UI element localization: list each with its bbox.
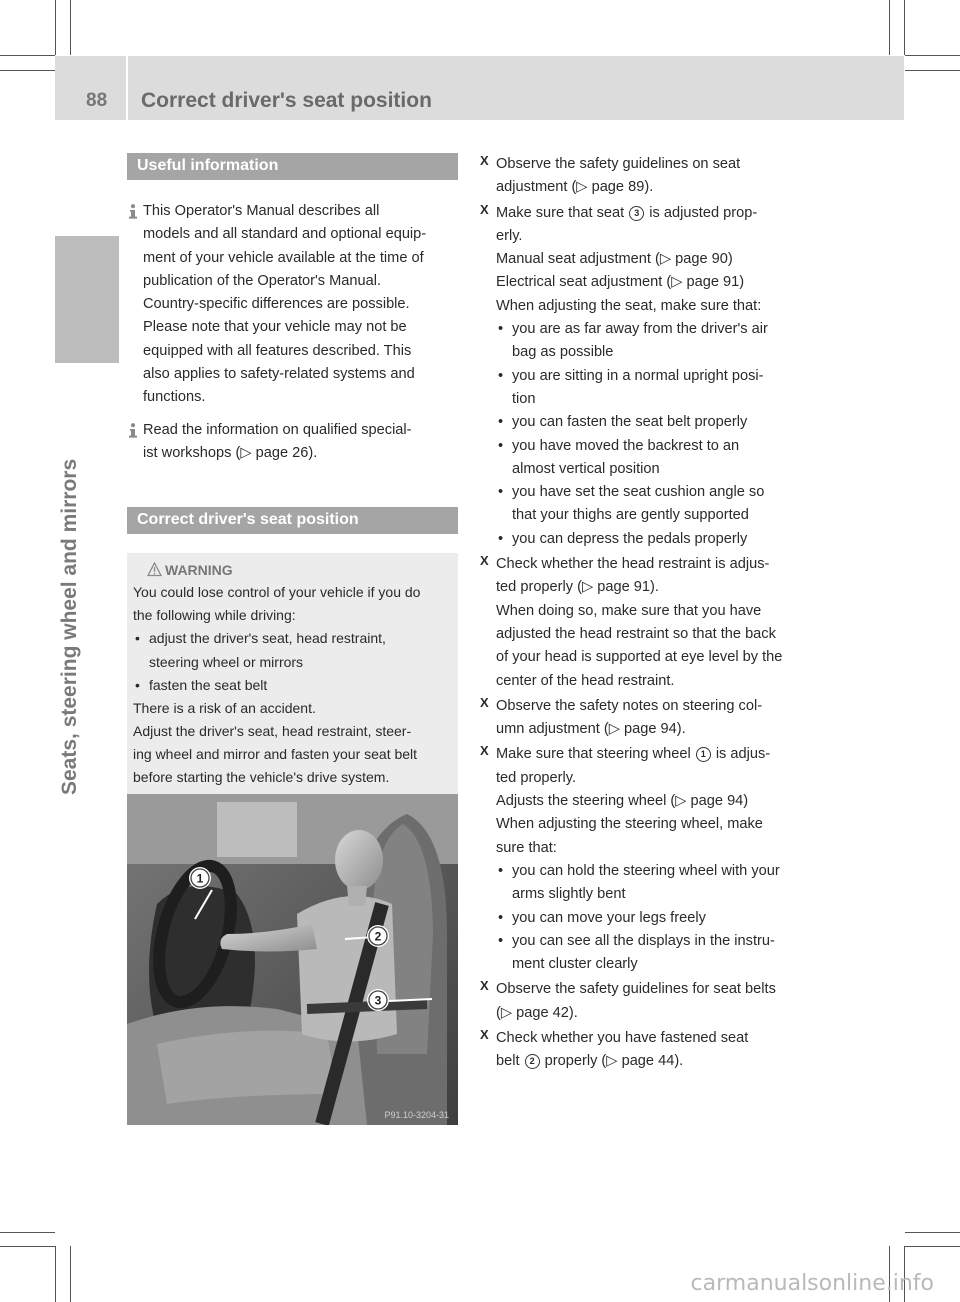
step-line: Electrical seat adjustment (▷ page 91) [496, 274, 745, 291]
warning-risk: There is a risk of an accident. [133, 699, 316, 716]
seat-bullet [496, 481, 813, 528]
step-line: (▷ page 42). [496, 1004, 578, 1021]
wheel-bullet [496, 930, 813, 977]
step-line: Adjusts the steering wheel (▷ page 94) [496, 793, 749, 810]
bullet-line: • you can hold the steering wheel with your [512, 862, 780, 879]
step-arrow-icon: X [480, 694, 489, 710]
info-text-line: ist workshops (▷ page 26). [143, 444, 318, 461]
info-text-line: also applies to safety-related systems and [143, 366, 415, 383]
step-line: ted properly. [496, 769, 577, 786]
seat-bullet [496, 318, 813, 365]
step-arrow-icon: X [480, 553, 489, 569]
step-arrow-icon: X [480, 743, 489, 759]
callout-2 [367, 925, 389, 947]
warning-bullet: • fasten the seat belt [133, 674, 450, 697]
step-item [480, 153, 813, 200]
crop-mark [0, 70, 55, 71]
step-arrow-icon: X [480, 201, 489, 217]
step-line: Manual seat adjustment (▷ page 90) [496, 251, 733, 268]
warning-text-line: ing wheel and mirror and fasten your seat belt [133, 745, 418, 762]
warning-box [127, 553, 458, 799]
crop-mark [905, 1232, 960, 1233]
bullet-line: ment cluster clearly [512, 956, 638, 973]
step-line: erly. [496, 227, 523, 244]
step-text: is adjus- [715, 746, 771, 763]
seat-number-badge: 3 [629, 206, 644, 221]
step-text: is adjusted prop- [649, 204, 758, 221]
step-text: belt [496, 1053, 520, 1070]
bullet-line: • adjust the driver's seat, head restraint, [149, 630, 386, 647]
bullet-line: tion [512, 390, 536, 407]
steering-wheel-number-badge: 1 [696, 747, 711, 762]
step-line: sure that: [496, 839, 557, 856]
step-line: Observe the safety notes on steering col- [496, 697, 763, 714]
step-line: When adjusting the steering wheel, make [496, 816, 763, 833]
info-text-line: Read the information on qualified special- [143, 421, 412, 438]
wheel-bullet [496, 860, 813, 907]
step-line: Check whether you have fastened seat [496, 1029, 749, 1046]
step-line: Observe the safety guidelines for seat belts [496, 981, 776, 998]
chapter-label-text: Seats, steering wheel and mirrors [58, 458, 81, 795]
chapter-label [58, 375, 104, 795]
driver-seat-photo [127, 794, 458, 1125]
step-line [496, 743, 813, 766]
bullet-line: • you are as far away from the driver's air [512, 321, 768, 338]
step-line: Check whether the head restraint is adjus- [496, 556, 770, 573]
warning-triangle-icon [147, 562, 162, 577]
info-note [127, 200, 458, 410]
crop-mark [905, 1246, 960, 1247]
step-line: umn adjustment (▷ page 94). [496, 721, 686, 738]
bullet-line: • you have set the seat cushion angle so [512, 484, 765, 501]
step-line: adjustment (▷ page 89). [496, 179, 654, 196]
info-icon [127, 423, 138, 438]
step-line [496, 202, 813, 225]
step-line: When doing so, make sure that you have [496, 602, 762, 619]
step-line [496, 1050, 813, 1073]
bullet-line: • you have moved the backrest to an [512, 437, 740, 454]
seat-bullet [496, 528, 813, 551]
crop-mark [70, 0, 71, 55]
warning-text-line: before starting the vehicle's drive system. [133, 769, 390, 786]
warning-title [133, 559, 450, 581]
callout-label: 1 [196, 871, 204, 886]
step-item [480, 695, 813, 742]
seat-bullet [496, 365, 813, 412]
info-text-line: ment of your vehicle available at the time of [143, 249, 424, 266]
step-arrow-icon: X [480, 153, 489, 168]
bullet-line: that your thighs are gently supported [512, 507, 749, 524]
info-text-line: Please note that your vehicle may not be [143, 319, 407, 336]
info-text-line: This Operator's Manual describes all [143, 203, 380, 219]
crop-mark [55, 0, 56, 55]
step-item [480, 553, 813, 693]
step-arrow-icon: X [480, 978, 489, 994]
step-text: properly (▷ page 44). [544, 1053, 684, 1070]
info-note [127, 419, 458, 466]
callout-label: 2 [374, 929, 382, 944]
bullet-line: • you can move your legs freely [512, 909, 706, 926]
step-arrow-icon: X [480, 1026, 489, 1042]
crop-mark [889, 0, 890, 55]
useful-info-heading: Useful information [127, 153, 458, 180]
info-text-line: models and all standard and optional equip- [143, 226, 427, 243]
bullet-line: steering wheel or mirrors [149, 653, 304, 670]
watermark[interactable]: carmanualsonline.info [690, 1271, 934, 1296]
step-text: Make sure that steering wheel [496, 746, 691, 763]
seat-bullet [496, 435, 813, 482]
step-line: Observe the safety guidelines on seat [496, 156, 741, 172]
warning-title-text: WARNING [165, 562, 233, 579]
page-number: 88 [86, 90, 108, 111]
warning-text-line: Adjust the driver's seat, head restraint, steer- [133, 722, 412, 739]
step-item [480, 743, 813, 976]
info-text-line: functions. [143, 389, 206, 406]
crop-mark [0, 55, 55, 56]
bullet-line: almost vertical position [512, 460, 660, 477]
seat-bullet [496, 411, 813, 434]
info-text-line: equipped with all features described. This [143, 342, 412, 359]
section-heading: Correct driver's seat position [127, 507, 458, 534]
step-text: Make sure that seat [496, 204, 625, 221]
callout-label: 3 [374, 993, 382, 1008]
step-line: of your head is supported at eye level by the [496, 649, 783, 666]
crop-mark [55, 1246, 56, 1302]
step-item [480, 978, 813, 1025]
callout-1 [189, 867, 211, 889]
bullet-line: • you can depress the pedals properly [512, 530, 748, 547]
info-icon [127, 204, 138, 219]
step-line: center of the head restraint. [496, 672, 675, 689]
bullet-line: • you are sitting in a normal upright posi- [512, 367, 764, 384]
step-line: adjusted the head restraint so that the back [496, 625, 776, 642]
figure-code: P91.10-3204-31 [384, 1110, 449, 1120]
step-item [480, 202, 813, 551]
crop-mark [905, 70, 960, 71]
callout-3 [367, 989, 389, 1011]
bullet-line: arms slightly bent [512, 886, 626, 903]
step-item [480, 1027, 813, 1074]
warning-text-line: the following while driving: [133, 607, 296, 624]
bullet-line: • you can fasten the seat belt properly [512, 414, 748, 431]
info-text-line: publication of the Operator's Manual. [143, 272, 382, 289]
chapter-tab [55, 236, 119, 363]
header-divider [126, 56, 128, 120]
right-column [480, 153, 813, 1074]
wheel-bullet [496, 907, 813, 930]
crop-mark [0, 1246, 55, 1247]
seat-belt-number-badge: 2 [525, 1054, 540, 1069]
warning-text-line: You could lose control of your vehicle if you do [133, 584, 421, 601]
info-text-line: Country-specific differences are possible. [143, 296, 410, 313]
step-line: When adjusting the seat, make sure that: [496, 297, 762, 314]
bullet-line: bag as possible [512, 344, 614, 361]
left-column [127, 153, 458, 799]
page-title: Correct driver's seat position [141, 89, 432, 112]
crop-mark [905, 55, 960, 56]
driver-seat-illustration [127, 794, 458, 1125]
step-line: ted properly (▷ page 91). [496, 579, 659, 596]
crop-mark [904, 0, 905, 55]
crop-mark [70, 1246, 71, 1302]
warning-bullet [133, 627, 450, 673]
crop-mark [0, 1232, 55, 1233]
bullet-line: • you can see all the displays in the instru- [512, 932, 775, 949]
